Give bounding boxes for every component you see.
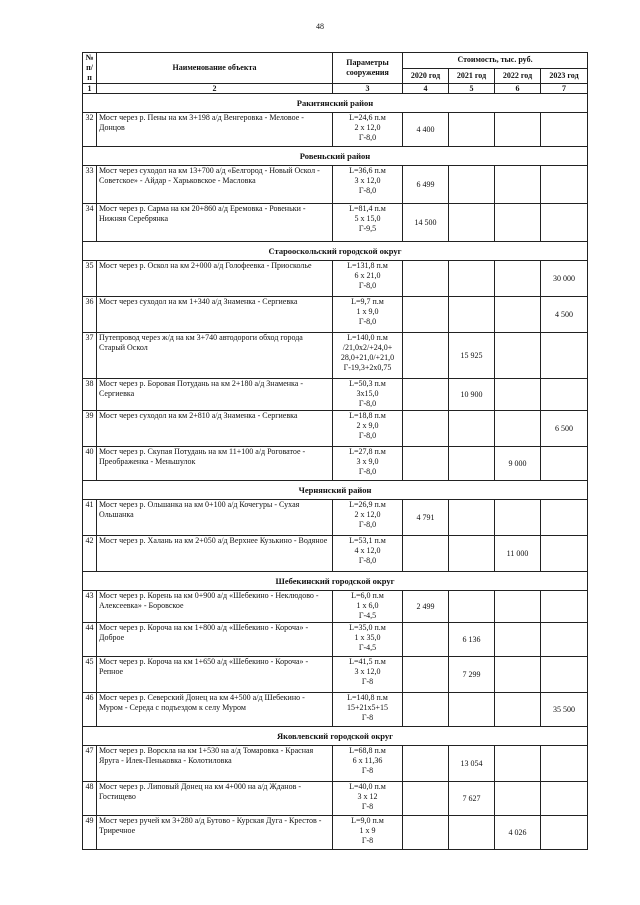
cost-cell (495, 411, 541, 447)
section-header-row (83, 481, 588, 500)
table-row (83, 447, 588, 481)
section-header-row (83, 242, 588, 261)
cost-cell (403, 782, 449, 816)
param-line: Г-8 (361, 766, 374, 775)
column-index: 5 (449, 84, 495, 94)
header-object-name: Наименование объекта (97, 53, 333, 84)
param-line: L=24,6 п.м (349, 113, 386, 122)
table-body (83, 94, 588, 850)
param-line: /21,0х2/+24,0+ (342, 343, 393, 352)
cost-cell (449, 261, 495, 297)
param-line: 3 х 12,0 (354, 176, 381, 185)
section-title: Старооскольский городской округ (83, 242, 588, 261)
cost-cell (541, 333, 588, 379)
cost-cell (495, 623, 541, 657)
structure-params (333, 657, 403, 693)
cost-cell (403, 816, 449, 850)
cost-cell (403, 333, 449, 379)
object-name: Путепровод через ж/д на км 3+740 автодороги обход города Старый Оскол (97, 333, 333, 379)
page-number: 48 (316, 22, 324, 31)
param-line: 3 х 12,0 (354, 667, 381, 676)
table-row (83, 297, 588, 333)
section-title: Ракитянский район (83, 94, 588, 113)
section-header-row (83, 94, 588, 113)
cost-cell (449, 297, 495, 333)
cost-cell: 7 299 (449, 657, 495, 693)
cost-cell (495, 333, 541, 379)
table-row (83, 166, 588, 204)
param-line: Г-8 (361, 713, 374, 722)
row-number: 33 (83, 166, 97, 204)
table-row (83, 261, 588, 297)
object-name: Мост через р. Боровая Потудань на км 2+180 а/д Знаменка - Сергиевка (97, 379, 333, 411)
object-name: Мост через р. Сарма на км 20+860 а/д Еремовка - Ровеньки - Нижняя Серебрянка (97, 204, 333, 242)
cost-cell (495, 746, 541, 782)
param-line: L=53,1 п.м (349, 536, 386, 545)
row-number: 48 (83, 782, 97, 816)
cost-cell (495, 500, 541, 536)
cost-cell (541, 816, 588, 850)
object-name: Мост через суходол на км 1+340 а/д Знаменка - Сергиевка (97, 297, 333, 333)
cost-cell (541, 204, 588, 242)
object-name: Мост через р. Оскол на км 2+000 а/д Голофеевка - Приосколье (97, 261, 333, 297)
table-row (83, 113, 588, 147)
structure-params (333, 297, 403, 333)
param-line: L=9,0 п.м (351, 816, 384, 825)
header-year-2020: 2020 год (403, 68, 449, 84)
structure-params (333, 746, 403, 782)
object-name: Мост через р. Скупая Потудань на км 11+100 а/д Роговатое - Преображенка - Меньшулок (97, 447, 333, 481)
structure-params (333, 623, 403, 657)
cost-cell (449, 204, 495, 242)
cost-cell (403, 536, 449, 572)
param-line: Г-8 (361, 677, 374, 686)
object-name: Мост через р. Пены на км 3+198 а/д Венгеровка - Меловое - Донцов (97, 113, 333, 147)
param-line: L=26,9 п.м (349, 500, 386, 509)
object-name: Мост через р. Ольшанка на км 0+100 а/д Кочегуры - Сухая Ольшанка (97, 500, 333, 536)
section-title: Яковлевский городской округ (83, 727, 588, 746)
row-number: 42 (83, 536, 97, 572)
cost-cell (495, 113, 541, 147)
table-row (83, 693, 588, 727)
row-number: 39 (83, 411, 97, 447)
param-line: 1 х 35,0 (354, 633, 381, 642)
cost-cell: 4 500 (541, 297, 588, 333)
param-line: 1 х 6,0 (356, 601, 379, 610)
column-index: 4 (403, 84, 449, 94)
cost-cell: 9 000 (495, 447, 541, 481)
table-row (83, 379, 588, 411)
structure-params (333, 782, 403, 816)
cost-cell (541, 379, 588, 411)
structure-params (333, 333, 403, 379)
param-line: L=50,3 п.м (349, 379, 386, 388)
cost-cell (403, 297, 449, 333)
cost-cell (403, 693, 449, 727)
param-line: L=41,5 п.м (349, 657, 386, 666)
param-line: 15+21х5+15 (346, 703, 389, 712)
table-row (83, 536, 588, 572)
object-name: Мост через р. Липовый Донец на км 4+000 на а/д Жданов - Гостищево (97, 782, 333, 816)
param-line: L=81,4 п.м (349, 204, 386, 213)
cost-cell (541, 536, 588, 572)
column-index: 3 (333, 84, 403, 94)
object-name: Мост через суходол на км 2+810 а/д Знаменка - Сергиевка (97, 411, 333, 447)
cost-cell (495, 591, 541, 623)
object-name: Мост через р. Короча на км 1+650 а/д «Шебекино - Короча» - Репное (97, 657, 333, 693)
structure-params (333, 113, 403, 147)
param-line: L=140,0 п.м (347, 333, 388, 342)
structure-params (333, 816, 403, 850)
cost-cell: 6 500 (541, 411, 588, 447)
header-year-2023: 2023 год (541, 68, 588, 84)
param-line: L=140,8 п.м (347, 693, 388, 702)
table-row (83, 333, 588, 379)
row-number: 49 (83, 816, 97, 850)
cost-cell: 6 499 (403, 166, 449, 204)
param-line: 28,0+21,0/+21,0 (340, 353, 395, 362)
param-line: 3 х 9,0 (356, 457, 379, 466)
cost-cell (449, 166, 495, 204)
section-header-row (83, 727, 588, 746)
structure-params (333, 536, 403, 572)
cost-cell (495, 657, 541, 693)
param-line: Г-4,5 (358, 611, 377, 620)
header-year-2022: 2022 год (495, 68, 541, 84)
structure-params (333, 411, 403, 447)
table-row (83, 657, 588, 693)
param-line: 3 х 12 (357, 792, 378, 801)
cost-cell (449, 500, 495, 536)
cost-cell (449, 693, 495, 727)
header-cost: Стоимость, тыс. руб. (403, 53, 588, 69)
cost-cell (449, 411, 495, 447)
param-line: Г-8 (361, 836, 374, 845)
cost-cell (403, 411, 449, 447)
header-params: Параметры сооружения (333, 53, 403, 84)
param-line: 3х15,0 (356, 389, 379, 398)
param-line: Г-9,5 (358, 224, 377, 233)
header-year-2021: 2021 год (449, 68, 495, 84)
param-line: 2 х 12,0 (354, 510, 381, 519)
structure-params (333, 204, 403, 242)
cost-cell: 4 791 (403, 500, 449, 536)
row-number: 34 (83, 204, 97, 242)
cost-cell (449, 816, 495, 850)
param-line: L=68,8 п.м (349, 746, 386, 755)
cost-cell (495, 297, 541, 333)
section-title: Шебекинский городской округ (83, 572, 588, 591)
cost-cell (403, 447, 449, 481)
param-line: Г-8,0 (358, 133, 377, 142)
cost-cell (403, 261, 449, 297)
cost-cell (403, 657, 449, 693)
column-index: 2 (97, 84, 333, 94)
param-line: 1 х 9,0 (356, 307, 379, 316)
param-line: L=35,0 п.м (349, 623, 386, 632)
cost-cell (495, 379, 541, 411)
param-line: 1 х 9 (359, 826, 376, 835)
cost-cell: 10 900 (449, 379, 495, 411)
param-line: L=9,7 п.м (351, 297, 384, 306)
cost-cell (541, 591, 588, 623)
cost-cell (541, 746, 588, 782)
structure-params (333, 591, 403, 623)
table-row (83, 591, 588, 623)
row-number: 40 (83, 447, 97, 481)
cost-cell (495, 693, 541, 727)
cost-cell (403, 379, 449, 411)
row-number: 35 (83, 261, 97, 297)
cost-cell (541, 623, 588, 657)
param-line: 6 х 21,0 (354, 271, 381, 280)
cost-cell: 7 627 (449, 782, 495, 816)
param-line: Г-8,0 (358, 281, 377, 290)
cost-cell: 30 000 (541, 261, 588, 297)
row-number: 46 (83, 693, 97, 727)
cost-cell: 11 000 (495, 536, 541, 572)
structure-params (333, 693, 403, 727)
param-line: Г-8,0 (358, 317, 377, 326)
cost-cell (541, 113, 588, 147)
object-name: Мост через р. Халань на км 2+050 а/д Верхнее Кузькино - Водяное (97, 536, 333, 572)
param-line: 2 х 9,0 (356, 421, 379, 430)
param-line: Г-8,0 (358, 520, 377, 529)
param-line: Г-4,5 (358, 643, 377, 652)
param-line: Г-19,3+2х0,75 (343, 363, 392, 372)
row-number: 44 (83, 623, 97, 657)
object-name: Мост через р. Короча на км 1+800 а/д «Шебекино - Короча» - Доброе (97, 623, 333, 657)
table-row (83, 782, 588, 816)
table-row (83, 746, 588, 782)
param-line: L=36,6 п.м (349, 166, 386, 175)
cost-cell: 2 499 (403, 591, 449, 623)
cost-cell: 13 054 (449, 746, 495, 782)
section-header-row (83, 572, 588, 591)
section-title: Ровеньский район (83, 147, 588, 166)
cost-cell (541, 447, 588, 481)
param-line: Г-8 (361, 802, 374, 811)
param-line: L=27,8 п.м (349, 447, 386, 456)
object-name: Мост через р. Корень на км 0+900 а/д «Шебекино - Неклюдово - Алексеевка» - Боровское (97, 591, 333, 623)
row-number: 36 (83, 297, 97, 333)
row-number: 43 (83, 591, 97, 623)
param-line: Г-8,0 (358, 186, 377, 195)
cost-cell: 15 925 (449, 333, 495, 379)
cost-cell: 14 500 (403, 204, 449, 242)
cost-cell (449, 536, 495, 572)
row-number: 37 (83, 333, 97, 379)
object-name: Мост через р. Северский Донец на км 4+500 а/д Шебекино - Муром - Середа с подъездом к селу Муром (97, 693, 333, 727)
cost-cell (541, 782, 588, 816)
column-index: 1 (83, 84, 97, 94)
cost-cell: 4 026 (495, 816, 541, 850)
row-number: 45 (83, 657, 97, 693)
structure-params (333, 166, 403, 204)
table-row (83, 411, 588, 447)
cost-cell (495, 204, 541, 242)
param-line: Г-8,0 (358, 556, 377, 565)
column-index: 7 (541, 84, 588, 94)
cost-cell (449, 447, 495, 481)
param-line: Г-8,0 (358, 399, 377, 408)
row-number: 47 (83, 746, 97, 782)
cost-cell (541, 166, 588, 204)
param-line: Г-8,0 (358, 467, 377, 476)
row-number: 41 (83, 500, 97, 536)
cost-cell (541, 500, 588, 536)
param-line: L=131,8 п.м (347, 261, 388, 270)
param-line: L=40,0 п.м (349, 782, 386, 791)
param-line: 2 х 12,0 (354, 123, 381, 132)
section-header-row (83, 147, 588, 166)
header-num: № п/п (83, 53, 97, 84)
param-line: L=18,8 п.м (349, 411, 386, 420)
cost-cell (541, 657, 588, 693)
param-line: Г-8,0 (358, 431, 377, 440)
row-number: 38 (83, 379, 97, 411)
object-name: Мост через р. Ворскла на км 1+530 на а/д Томаровка - Красная Яруга - Илек-Пеньковка - Колотиловка (97, 746, 333, 782)
objects-cost-table (82, 52, 588, 850)
table-row (83, 204, 588, 242)
cost-cell (403, 746, 449, 782)
param-line: L=6,0 п.м (351, 591, 384, 600)
section-title: Чернянский район (83, 481, 588, 500)
column-index: 6 (495, 84, 541, 94)
cost-cell (449, 591, 495, 623)
cost-cell (449, 113, 495, 147)
param-line: 4 х 12,0 (354, 546, 381, 555)
object-name: Мост через суходол на км 13+700 а/д «Белгород - Новый Оскол - Советское» - Айдар - Харьковское - Масловка (97, 166, 333, 204)
cost-cell: 4 400 (403, 113, 449, 147)
cost-cell (495, 782, 541, 816)
row-number: 32 (83, 113, 97, 147)
cost-cell: 6 136 (449, 623, 495, 657)
cost-cell (495, 261, 541, 297)
table-row (83, 816, 588, 850)
param-line: 5 х 15,0 (354, 214, 381, 223)
cost-cell (495, 166, 541, 204)
table-row (83, 623, 588, 657)
cost-cell: 35 500 (541, 693, 588, 727)
param-line: 6 х 11,36 (352, 756, 383, 765)
cost-cell (403, 623, 449, 657)
structure-params (333, 261, 403, 297)
table-row (83, 500, 588, 536)
structure-params (333, 379, 403, 411)
structure-params (333, 500, 403, 536)
object-name: Мост через ручей км 3+280 а/д Бутово - Курская Дуга - Крестов - Триречное (97, 816, 333, 850)
structure-params (333, 447, 403, 481)
